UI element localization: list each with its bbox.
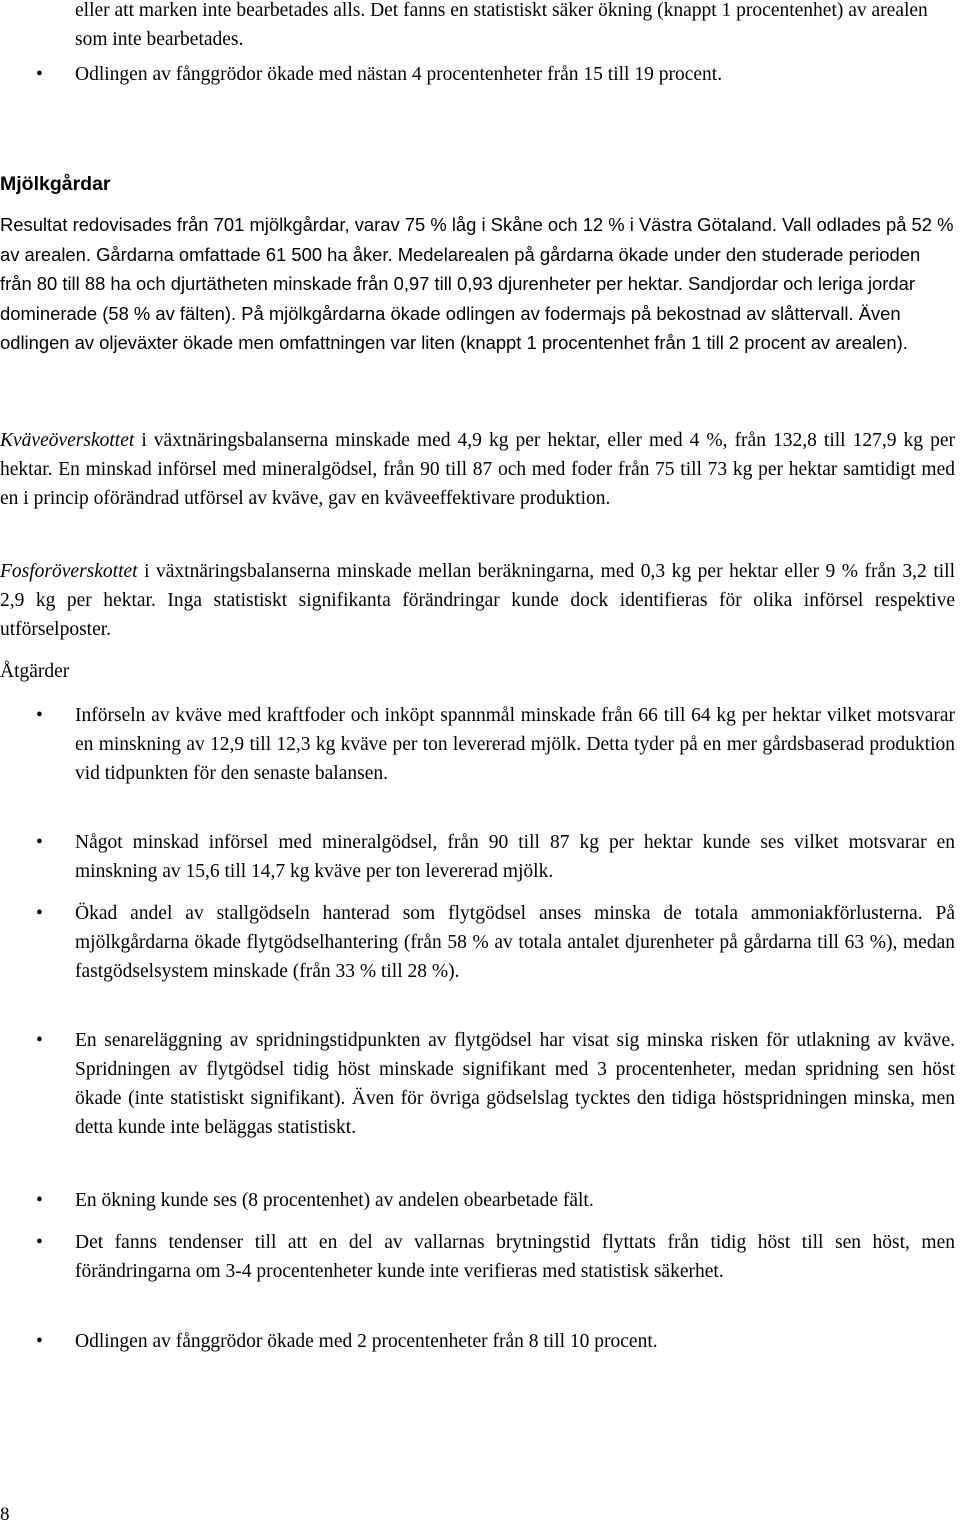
bullet-icon: • bbox=[36, 1331, 43, 1352]
phosphorus-term: Fosforöverskottet bbox=[0, 561, 138, 582]
section-heading: Mjölkgårdar bbox=[0, 173, 111, 195]
nitrogen-term: Kväveöverskottet bbox=[0, 430, 135, 451]
nitrogen-paragraph bbox=[0, 426, 955, 513]
list-item-text: Det fanns tendenser till att en del av vallarnas brytningstid flyttats från tidig höst till sen höst, men förändringarna om 3-4 procentenheter kunde inte verifieras med statistisk säkerhet. bbox=[75, 1232, 955, 1282]
phosphorus-text: i växtnäringsbalanserna minskade mellan beräkningarna, med 0,3 kg per hektar eller 9 % från 3,2 till 2,9 kg per hektar. Inga statistiskt signifikanta förändringar kunde dock identifieras för olika införsel respektive utförselposter. bbox=[0, 561, 955, 640]
nitrogen-text: i växtnäringsbalanserna minskade med 4,9 kg per hektar, eller med 4 %, från 132,8 till 127,9 kg per hektar. En minskad införsel med mineralgödsel, från 90 till 87 och med foder från 75 till 73 kg per hektar samtidigt med en i princip oförändrad utförsel av kväve, gav en kväveeffektivare produktion. bbox=[0, 430, 955, 509]
list-item-text: En ökning kunde ses (8 procentenhet) av andelen obearbetade fält. bbox=[75, 1190, 594, 1211]
results-paragraph: Resultat redovisades från 701 mjölkgårdar, varav 75 % låg i Skåne och 12 % i Västra Götaland. Vall odlades på 52 % av arealen. Gårdarna omfattade 61 500 ha åker. Medelarealen på gårdarna ökade under den studerade perioden från 80 till 88 ha och djurtätheten minskade från 0,97 till 0,93 djurenheter per hektar. Sandjordar och leriga jordar dominerade (58 % av fälten). På mjölkgårdarna ökade odlingen av fodermajs på bekostnad av slåttervall. Även odlingen av oljeväxter ökade men omfattningen var liten (knappt 1 procentenhet från 1 till 2 procent av arealen). bbox=[0, 214, 954, 353]
phosphorus-paragraph bbox=[0, 557, 955, 644]
bullet-icon: • bbox=[36, 1190, 43, 1211]
bullet-icon: • bbox=[36, 1030, 43, 1051]
list-item-text: Ökad andel av stallgödseln hanterad som flytgödsel anses minska de totala ammoniakförlusterna. På mjölkgårdarna ökade flytgödselhantering (från 58 % av totala antalet djurenheter på gårdarna till 63 %), medan fastgödselsystem minskade (från 33 % till 28 %). bbox=[75, 903, 955, 982]
list-item-text: Införseln av kväve med kraftfoder och inköpt spannmål minskade från 66 till 64 kg per hektar vilket motsvarar en minskning av 12,9 till 12,3 kg kväve per ton levererad mjölk. Detta tyder på en mer gårdsbaserad produktion vid tidpunkten för den senaste balansen. bbox=[75, 705, 955, 784]
bullet-icon: • bbox=[36, 1232, 43, 1253]
list-item-text: Något minskad införsel med mineralgödsel, från 90 till 87 kg per hektar kunde ses vilket motsvarar en minskning av 15,6 till 14,7 kg kväve per ton levererad mjölk. bbox=[75, 832, 955, 882]
page-number: 8 bbox=[0, 1504, 10, 1525]
bullet-icon: • bbox=[36, 705, 43, 726]
bullet-icon: • bbox=[36, 64, 43, 85]
list-item-text: Odlingen av fånggrödor ökade med 2 procentenheter från 8 till 10 procent. bbox=[75, 1331, 658, 1352]
list-item-text: Odlingen av fånggrödor ökade med nästan 4 procentenheter från 15 till 19 procent. bbox=[75, 64, 723, 85]
bullet-icon: • bbox=[36, 903, 43, 924]
continuation-paragraph bbox=[75, 0, 955, 54]
list-item-text: En senareläggning av spridningstidpunkten av flytgödsel har visat sig minska risken för utlakning av kväve. Spridningen av flytgödsel tidig höst minskade signifikant med 3 procentenheter, medan spridning sen höst ökade (inte statistiskt signifikant). Även för övriga gödselslag tycktes den tidiga höstspridningen minska, men detta kunde inte beläggas statistiskt. bbox=[75, 1030, 955, 1138]
bullet-icon: • bbox=[36, 832, 43, 853]
measures-heading: Åtgärder bbox=[0, 661, 70, 682]
continuation-text: eller att marken inte bearbetades alls. Det fanns en statistiskt säker ökning (knappt 1 procentenhet) av arealen som inte bearbetades. bbox=[75, 0, 928, 50]
